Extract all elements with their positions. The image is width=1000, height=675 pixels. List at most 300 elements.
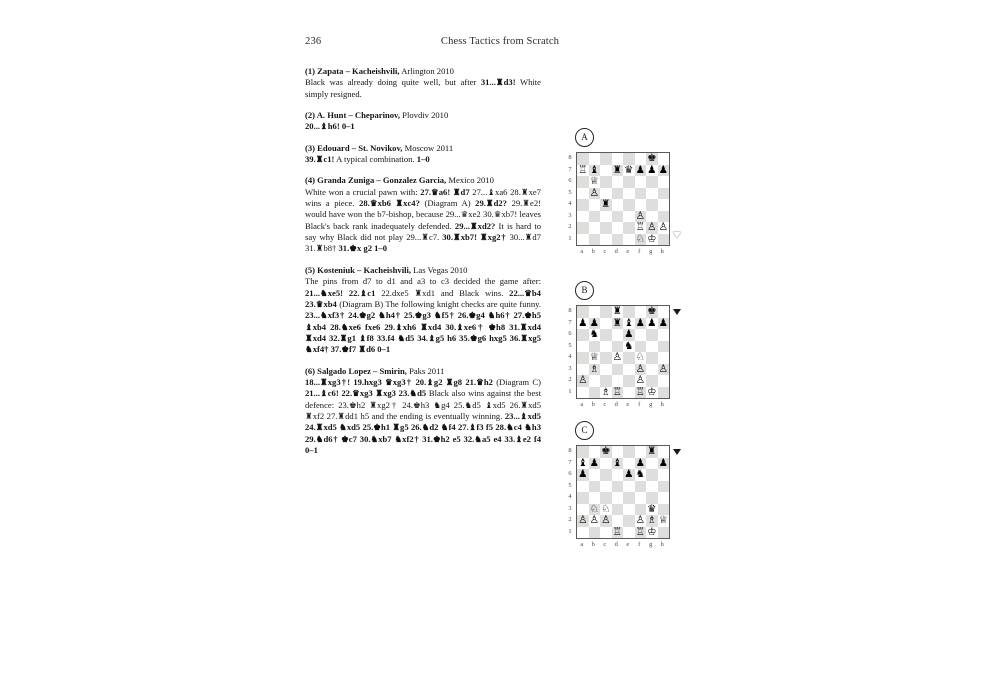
solution-entry [305, 143, 541, 166]
solution-entry [305, 110, 541, 133]
square-a3[interactable] [577, 211, 589, 223]
rank-label: 8 [568, 307, 572, 314]
file-label: f [638, 541, 641, 548]
white-bishop-icon[interactable]: ♗ [647, 514, 657, 526]
black-pawn-icon[interactable]: ♟ [578, 468, 588, 480]
square-e5[interactable] [623, 188, 635, 200]
square-d4[interactable] [612, 199, 624, 211]
square-f4[interactable] [635, 199, 647, 211]
square-c7[interactable] [600, 318, 612, 330]
square-e1[interactable] [623, 234, 635, 246]
square-a1[interactable] [577, 387, 589, 399]
rank-labels [565, 445, 575, 537]
white-king-icon[interactable]: ♔ [647, 525, 657, 538]
square-d7[interactable] [612, 318, 624, 330]
file-label: f [638, 401, 641, 408]
file-label: d [614, 401, 618, 408]
square-h3[interactable] [658, 364, 670, 376]
solution-heading: (5) Kosteniuk – Kacheishvili, [305, 264, 411, 275]
white-pawn-icon[interactable]: ♙ [578, 374, 588, 386]
square-b4[interactable] [589, 492, 601, 504]
square-c7[interactable] [600, 458, 612, 470]
square-a4[interactable] [577, 492, 589, 504]
solution-body: 39.♜c1! A typical combination. 1–0 [305, 154, 430, 165]
square-e3[interactable] [623, 364, 635, 376]
square-a7[interactable] [577, 318, 589, 330]
solution-entry [305, 265, 541, 356]
square-e6[interactable] [623, 329, 635, 341]
rank-label: 4 [568, 353, 572, 360]
square-b2[interactable] [589, 515, 601, 527]
white-bishop-icon[interactable]: ♗ [589, 362, 599, 375]
square-h1[interactable] [658, 234, 670, 246]
black-knight-icon[interactable]: ♞ [624, 339, 634, 352]
square-d5[interactable] [612, 481, 624, 493]
square-e6[interactable] [623, 469, 635, 481]
square-h4[interactable] [658, 199, 670, 211]
side-to-move-black-triangle-icon [673, 449, 681, 455]
square-a5[interactable] [577, 188, 589, 200]
square-c2[interactable] [600, 515, 612, 527]
square-c4[interactable] [600, 492, 612, 504]
square-h6[interactable] [658, 176, 670, 188]
square-e5[interactable] [623, 481, 635, 493]
square-f5[interactable] [635, 188, 647, 200]
square-f1[interactable] [635, 387, 647, 399]
square-b6[interactable] [589, 469, 601, 481]
square-c8[interactable] [600, 446, 612, 458]
rank-label: 2 [568, 516, 572, 523]
square-g7[interactable] [646, 318, 658, 330]
square-d7[interactable] [612, 165, 624, 177]
diagram-label: A [575, 128, 594, 147]
square-b6[interactable] [589, 176, 601, 188]
square-a6[interactable] [577, 469, 589, 481]
rank-label: 5 [568, 188, 572, 196]
white-pawn-icon[interactable]: ♙ [635, 362, 645, 375]
white-pawn-icon[interactable]: ♙ [635, 209, 645, 222]
square-e5[interactable] [623, 341, 635, 353]
square-g6[interactable] [646, 176, 658, 188]
file-label: f [638, 248, 641, 255]
square-a5[interactable] [577, 341, 589, 353]
white-pawn-icon[interactable]: ♙ [647, 221, 657, 233]
square-e8[interactable] [623, 153, 635, 165]
white-rook-icon[interactable]: ♖ [635, 525, 645, 538]
running-head [305, 36, 695, 52]
square-a4[interactable] [577, 199, 589, 211]
square-a6[interactable] [577, 329, 589, 341]
square-g3[interactable] [646, 364, 658, 376]
black-rook-icon[interactable]: ♜ [612, 163, 622, 176]
rank-label: 4 [568, 493, 572, 500]
white-rook-icon[interactable]: ♖ [578, 163, 588, 176]
page-number: 236 [305, 36, 322, 47]
square-h6[interactable] [658, 469, 670, 481]
white-knight-icon[interactable]: ♘ [635, 232, 645, 245]
white-rook-icon[interactable]: ♖ [612, 385, 622, 398]
square-a2[interactable] [577, 222, 589, 234]
square-e1[interactable] [623, 527, 635, 539]
black-king-icon[interactable]: ♚ [647, 305, 657, 317]
square-c1[interactable] [600, 527, 612, 539]
black-bishop-icon[interactable]: ♝ [624, 316, 634, 329]
square-f2[interactable] [635, 375, 647, 387]
square-h7[interactable] [658, 318, 670, 330]
square-g8[interactable] [646, 153, 658, 165]
file-label: d [614, 541, 618, 548]
square-d3[interactable] [612, 504, 624, 516]
rank-label: 1 [568, 234, 572, 242]
rank-label: 8 [568, 154, 572, 161]
solution-event: Arlington 2010 [399, 66, 454, 76]
file-label: a [580, 401, 584, 408]
square-e4[interactable] [623, 352, 635, 364]
black-rook-icon[interactable]: ♜ [647, 445, 657, 457]
square-b8[interactable] [589, 153, 601, 165]
white-queen-icon[interactable]: ♕ [658, 514, 668, 526]
square-a8[interactable] [577, 446, 589, 458]
black-pawn-icon[interactable]: ♟ [635, 163, 645, 176]
rank-label: 6 [568, 470, 572, 477]
square-h8[interactable] [658, 153, 670, 165]
square-a8[interactable] [577, 153, 589, 165]
square-c3[interactable] [600, 364, 612, 376]
white-rook-icon[interactable]: ♖ [635, 221, 645, 233]
chess-board[interactable] [576, 445, 670, 539]
square-d3[interactable] [612, 211, 624, 223]
square-b2[interactable] [589, 375, 601, 387]
black-pawn-icon[interactable]: ♟ [658, 163, 668, 176]
square-d5[interactable] [612, 188, 624, 200]
rank-label: 4 [568, 200, 572, 207]
square-g8[interactable] [646, 446, 658, 458]
square-g2[interactable] [646, 375, 658, 387]
square-g2[interactable] [646, 222, 658, 234]
black-pawn-icon[interactable]: ♟ [647, 163, 657, 176]
black-pawn-icon[interactable]: ♟ [658, 316, 668, 329]
black-queen-icon[interactable]: ♛ [647, 502, 657, 515]
square-d6[interactable] [612, 469, 624, 481]
file-label: a [580, 541, 584, 548]
square-d6[interactable] [612, 176, 624, 188]
black-knight-icon[interactable]: ♞ [635, 468, 645, 480]
square-e2[interactable] [623, 222, 635, 234]
square-h2[interactable] [658, 375, 670, 387]
square-b3[interactable] [589, 364, 601, 376]
square-h2[interactable] [658, 222, 670, 234]
square-e2[interactable] [623, 375, 635, 387]
black-pawn-icon[interactable]: ♟ [589, 316, 599, 329]
square-a8[interactable] [577, 306, 589, 318]
square-b7[interactable] [589, 458, 601, 470]
square-h1[interactable] [658, 527, 670, 539]
white-pawn-icon[interactable]: ♙ [635, 514, 645, 526]
black-king-icon[interactable]: ♚ [647, 152, 657, 164]
file-label: b [591, 248, 595, 255]
solution-heading: (3) Edouard – St. Novikov, [305, 142, 403, 153]
square-h4[interactable] [658, 492, 670, 504]
white-rook-icon[interactable]: ♖ [612, 525, 622, 538]
solution-entry [305, 175, 541, 254]
square-h6[interactable] [658, 329, 670, 341]
square-c5[interactable] [600, 481, 612, 493]
square-h7[interactable] [658, 165, 670, 177]
rank-label: 3 [568, 211, 572, 219]
file-label: c [603, 248, 607, 255]
diagram-label: B [575, 281, 594, 300]
white-queen-icon[interactable]: ♕ [589, 175, 599, 187]
square-f6[interactable] [635, 329, 647, 341]
square-d4[interactable] [612, 352, 624, 364]
solution-entry [305, 66, 541, 100]
square-c6[interactable] [600, 329, 612, 341]
square-b1[interactable] [589, 234, 601, 246]
square-b2[interactable] [589, 222, 601, 234]
square-h8[interactable] [658, 306, 670, 318]
square-h8[interactable] [658, 446, 670, 458]
square-a6[interactable] [577, 176, 589, 188]
black-bishop-icon[interactable]: ♝ [578, 456, 588, 469]
square-g6[interactable] [646, 469, 658, 481]
chess-board[interactable] [576, 152, 670, 246]
square-a1[interactable] [577, 234, 589, 246]
file-label: e [626, 248, 630, 255]
square-d8[interactable] [612, 446, 624, 458]
white-pawn-icon[interactable]: ♙ [601, 514, 611, 526]
rank-label: 3 [568, 364, 572, 372]
black-king-icon[interactable]: ♚ [601, 445, 611, 457]
square-b8[interactable] [589, 446, 601, 458]
square-c4[interactable] [600, 199, 612, 211]
square-h1[interactable] [658, 387, 670, 399]
file-labels [576, 540, 668, 549]
solution-event: Plovdiv 2010 [400, 110, 449, 121]
square-f7[interactable] [635, 165, 647, 177]
rank-label: 7 [568, 165, 572, 173]
file-label: e [626, 541, 630, 548]
square-f4[interactable] [635, 352, 647, 364]
solution-body: 20...♝h6! 0–1 [305, 121, 355, 132]
square-f4[interactable] [635, 492, 647, 504]
solution-event: Las Vegas 2010 [411, 264, 468, 275]
solution-entry [305, 366, 541, 457]
square-f8[interactable] [635, 153, 647, 165]
square-b5[interactable] [589, 188, 601, 200]
white-pawn-icon[interactable]: ♙ [578, 514, 588, 526]
file-label: h [660, 401, 664, 408]
square-a2[interactable] [577, 515, 589, 527]
square-b4[interactable] [589, 199, 601, 211]
square-e8[interactable] [623, 446, 635, 458]
square-a2[interactable] [577, 375, 589, 387]
white-knight-icon[interactable]: ♘ [589, 502, 599, 515]
square-d2[interactable] [612, 222, 624, 234]
solution-event: Moscow 2011 [402, 142, 454, 153]
square-e7[interactable] [623, 165, 635, 177]
white-pawn-icon[interactable]: ♙ [612, 351, 622, 363]
white-pawn-icon[interactable]: ♙ [589, 514, 599, 526]
square-e1[interactable] [623, 387, 635, 399]
square-g4[interactable] [646, 352, 658, 364]
rank-labels [565, 152, 575, 244]
file-label: h [660, 541, 664, 548]
square-g5[interactable] [646, 188, 658, 200]
square-g1[interactable] [646, 527, 658, 539]
file-label: a [580, 248, 584, 255]
white-knight-icon[interactable]: ♘ [635, 351, 645, 363]
square-b3[interactable] [589, 211, 601, 223]
square-g4[interactable] [646, 492, 658, 504]
white-pawn-icon[interactable]: ♙ [635, 374, 645, 386]
rank-label: 1 [568, 387, 572, 395]
black-pawn-icon[interactable]: ♟ [658, 456, 668, 469]
square-c1[interactable] [600, 234, 612, 246]
rank-label: 7 [568, 318, 572, 326]
square-f7[interactable] [635, 318, 647, 330]
square-g5[interactable] [646, 481, 658, 493]
solution-body: The pins from d7 to d1 and a3 to c3 decided the game after: 21...♞xe5! 22.♝c1 22.dxe5 ♜xd1 and Black wins. 22...♛b4 23.♛xb4 (Diagram B) The following knight checks are quite funny. 23...♞xf3† 24.♚g2 ♞h4† 25.♚g3 ♞f5† 26.♚g4 ♞h6† 27.♚h5 ♝xb4 28.♞xe6 fxe6 29.♝xh6 ♜xd4 30.♝xe6† ♚h8 31.♜xd4 ♜xd4 32.♜g1 ♝f8 33.f4 ♞d5 34.♝g5 h6 35.♚g6 hxg5 36.♜xg5 ♞xf4† 37.♚f7 ♜d6 0–1 [305, 276, 541, 355]
solution-body: 18...♜xg3†! 19.hxg3 ♛xg3† 20.♝g2 ♜g8 21.♛h2 (Diagram C) 21...♝c6! 22.♛xg3 ♜xg3 23.♞d5 Black also wins against the best defence: 23.♚h2 ♜xg2† 24.♚h3 ♞g4 25.♞d5 ♝xd5 26.♜xd5 ♜xf2 27.♜dd1 h5 and the ending is eventually winning. 23...♝xd5 24.♜xd5 ♞xd5 25.♚h1 ♜g5 26.♞d2 ♞f4 27.♝f3 f5 28.♞c4 ♞h3 29.♞d6† ♚c7 30.♞xb7 ♞xf2† 31.♚h2 e5 32.♞a5 e4 33.♝e2 f4 0–1 [305, 376, 541, 455]
square-f6[interactable] [635, 176, 647, 188]
square-f1[interactable] [635, 527, 647, 539]
square-c8[interactable] [600, 153, 612, 165]
white-king-icon[interactable]: ♔ [647, 232, 657, 245]
white-rook-icon[interactable]: ♖ [635, 385, 645, 398]
square-c8[interactable] [600, 306, 612, 318]
square-h5[interactable] [658, 341, 670, 353]
square-c6[interactable] [600, 176, 612, 188]
square-a7[interactable] [577, 165, 589, 177]
black-knight-icon[interactable]: ♞ [589, 328, 599, 340]
square-h4[interactable] [658, 352, 670, 364]
black-pawn-icon[interactable]: ♟ [635, 456, 645, 469]
black-pawn-icon[interactable]: ♟ [578, 316, 588, 329]
square-d6[interactable] [612, 329, 624, 341]
square-c2[interactable] [600, 222, 612, 234]
black-pawn-icon[interactable]: ♟ [624, 468, 634, 480]
square-a5[interactable] [577, 481, 589, 493]
black-bishop-icon[interactable]: ♝ [612, 456, 622, 469]
black-pawn-icon[interactable]: ♟ [589, 456, 599, 469]
square-e4[interactable] [623, 492, 635, 504]
diagram-label: C [575, 421, 594, 440]
square-b8[interactable] [589, 306, 601, 318]
square-c5[interactable] [600, 341, 612, 353]
square-h5[interactable] [658, 481, 670, 493]
side-to-move-white-triangle-icon [673, 232, 681, 238]
square-g8[interactable] [646, 306, 658, 318]
square-a4[interactable] [577, 352, 589, 364]
square-e3[interactable] [623, 211, 635, 223]
square-c3[interactable] [600, 211, 612, 223]
square-f2[interactable] [635, 222, 647, 234]
square-c7[interactable] [600, 165, 612, 177]
rank-label: 3 [568, 504, 572, 512]
square-e3[interactable] [623, 504, 635, 516]
square-b1[interactable] [589, 527, 601, 539]
file-label: d [614, 248, 618, 255]
square-f5[interactable] [635, 481, 647, 493]
square-h2[interactable] [658, 515, 670, 527]
square-b5[interactable] [589, 481, 601, 493]
square-d1[interactable] [612, 387, 624, 399]
black-rook-icon[interactable]: ♜ [601, 198, 611, 210]
solutions-column [305, 66, 541, 456]
solution-event: Paks 2011 [406, 365, 445, 376]
white-pawn-icon[interactable]: ♙ [658, 221, 668, 233]
square-g6[interactable] [646, 329, 658, 341]
square-f6[interactable] [635, 469, 647, 481]
square-d2[interactable] [612, 375, 624, 387]
square-g2[interactable] [646, 515, 658, 527]
rank-label: 5 [568, 481, 572, 489]
square-e6[interactable] [623, 176, 635, 188]
black-queen-icon[interactable]: ♛ [624, 163, 634, 176]
white-pawn-icon[interactable]: ♙ [658, 362, 668, 375]
square-a1[interactable] [577, 527, 589, 539]
square-d3[interactable] [612, 364, 624, 376]
square-d8[interactable] [612, 306, 624, 318]
white-queen-icon[interactable]: ♕ [589, 351, 599, 363]
black-pawn-icon[interactable]: ♟ [647, 316, 657, 329]
square-f2[interactable] [635, 515, 647, 527]
chess-board[interactable] [576, 305, 670, 399]
square-f8[interactable] [635, 446, 647, 458]
square-h5[interactable] [658, 188, 670, 200]
square-d8[interactable] [612, 153, 624, 165]
square-b6[interactable] [589, 329, 601, 341]
square-g4[interactable] [646, 199, 658, 211]
square-d7[interactable] [612, 458, 624, 470]
square-g1[interactable] [646, 387, 658, 399]
square-c4[interactable] [600, 352, 612, 364]
square-c2[interactable] [600, 375, 612, 387]
square-g7[interactable] [646, 165, 658, 177]
square-f1[interactable] [635, 234, 647, 246]
square-e4[interactable] [623, 199, 635, 211]
solution-body: White won a crucial pawn with: 27.♛a6! ♜d7 27...♝xa6 28.♜xe7 wins a piece. 28.♛xb6 ♜xc4? (Diagram A) 29.♜d2? 29.♜e2! would have won the b7-bishop, because 29...♛xe2 30.♛xb7! leaves Black's back rank inadequately defended. 29...♜xd2? It is hard to say why Black did not play 29...♜c7. 30.♜xb7! ♜xg2† 30...♜d7 31.♜b8† 31.♚x g2 1–0 [305, 186, 542, 254]
white-pawn-icon[interactable]: ♙ [589, 186, 599, 199]
square-f8[interactable] [635, 306, 647, 318]
square-e8[interactable] [623, 306, 635, 318]
square-b1[interactable] [589, 387, 601, 399]
square-g7[interactable] [646, 458, 658, 470]
square-d1[interactable] [612, 527, 624, 539]
black-bishop-icon[interactable]: ♝ [589, 163, 599, 176]
square-g1[interactable] [646, 234, 658, 246]
square-d4[interactable] [612, 492, 624, 504]
square-d1[interactable] [612, 234, 624, 246]
white-knight-icon[interactable]: ♘ [601, 502, 611, 515]
white-king-icon[interactable]: ♔ [647, 385, 657, 398]
square-c6[interactable] [600, 469, 612, 481]
square-b4[interactable] [589, 352, 601, 364]
file-label: b [591, 401, 595, 408]
solution-heading: (4) Granda Zuniga – Gonzalez Garcia, [305, 175, 447, 186]
white-bishop-icon[interactable]: ♗ [601, 385, 611, 398]
black-rook-icon[interactable]: ♜ [612, 305, 622, 317]
black-pawn-icon[interactable]: ♟ [624, 328, 634, 340]
square-e2[interactable] [623, 515, 635, 527]
square-d2[interactable] [612, 515, 624, 527]
square-c1[interactable] [600, 387, 612, 399]
black-pawn-icon[interactable]: ♟ [635, 316, 645, 329]
square-h7[interactable] [658, 458, 670, 470]
black-rook-icon[interactable]: ♜ [612, 316, 622, 329]
square-g5[interactable] [646, 341, 658, 353]
solution-body: Black was already doing quite well, but after 31...♜d3! White simply resigned. [305, 77, 541, 99]
